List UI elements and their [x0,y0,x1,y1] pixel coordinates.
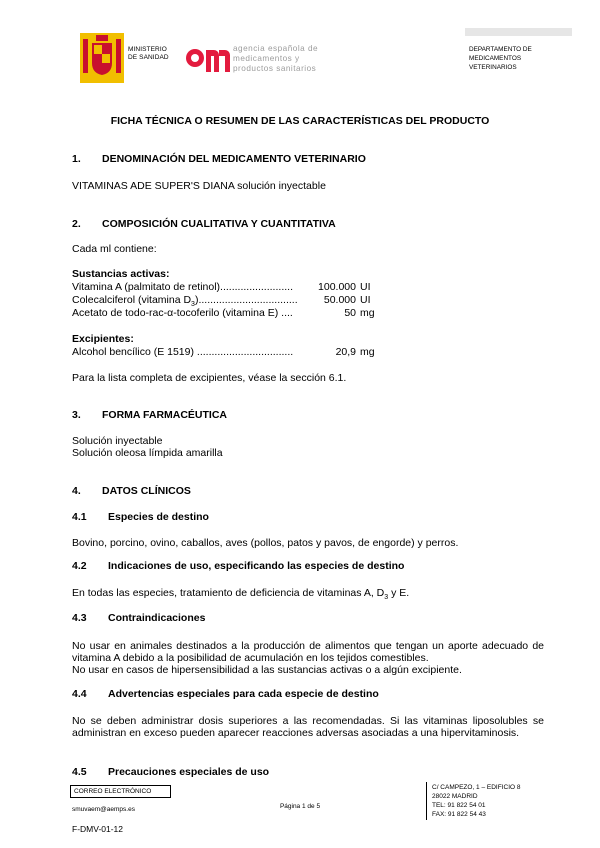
active-row [72,294,382,307]
ingredient-unit: UI [360,294,371,306]
contraindications-text-1: No usar en animales destinados a la producción de alimentos que tengan un aporte adecuado de vitamina A debido a la posibilidad de acumulación en los tejidos comestibles. [72,640,544,665]
section-number: 3. [72,409,81,421]
section-title: Indicaciones de uso, especificando las especies de destino [108,560,405,572]
product-name: VITAMINAS ADE SUPER'S DIANA solución inyectable [72,180,326,192]
ingredient-name: Vitamina A (palmitato de retinol)......................... [72,281,293,293]
ingredient-name: Alcohol bencílico (E 1519) ................................. [72,346,294,358]
active-row [72,281,382,294]
email-label-box: CORREO ELECTRÓNICO [70,785,171,798]
dept-line1: DEPARTAMENTO DE [469,46,532,53]
section-number: 4. [72,485,81,497]
page-number: Página 1 de 5 [279,803,321,810]
section-4-heading [72,485,191,497]
ministry-line1: MINISTERIO [128,46,167,53]
ingredient-amount: 20,9 [335,346,356,358]
section-number: 1. [72,153,81,165]
indications-text-post: y E. [388,587,410,599]
excipients-note: Para la lista completa de excipientes, véase la sección 6.1. [72,372,347,384]
section-number: 2. [72,218,81,230]
ingredient-unit: UI [360,281,371,293]
section-title: DATOS CLÍNICOS [102,485,191,497]
address-block [432,783,521,819]
ingredient-amount: 50 [344,307,356,319]
section-title: FORMA FARMACÉUTICA [102,409,228,421]
city-line: 28022 MADRID [432,793,478,800]
address-line: C/ CAMPEZO, 1 – EDIFICIO 8 [432,784,521,791]
dept-line2: MEDICAMENTOS [469,55,522,62]
ingredient-name [72,294,298,308]
section-title: Advertencias especiales para cada especie de destino [108,688,379,700]
section-title: Precauciones especiales de uso [108,766,270,778]
section-1-heading [72,153,366,165]
agency-line2: medicamentos y [233,54,300,63]
section-number: 4.4 [72,688,87,700]
form-line-1: Solución inyectable [72,435,163,447]
active-substances-title: Sustancias activas: [72,268,170,280]
indications-text-pre: En todas las especies, tratamiento de deficiencia de vitaminas A, D [72,587,385,599]
coat-of-arms-icon [80,33,124,83]
indications-text-sub: 3 [384,594,389,602]
composition-intro: Cada ml contiene: [72,243,157,255]
ministry-name [128,46,169,62]
section-3-heading [72,409,227,421]
contact-email[interactable]: smuvaem@aemps.es [72,806,135,813]
form-code: F-DMV-01-12 [72,824,124,834]
section-number: 4.1 [72,511,87,523]
form-line-2: Solución oleosa límpida amarilla [72,447,223,459]
ingredient-name-sub: 3 [191,301,195,309]
section-number: 4.2 [72,560,87,572]
section-4-2-heading [72,560,404,572]
ingredient-name: Acetato de todo-rac-α-tocoferilo (vitamina E) .... [72,307,293,319]
ingredient-unit: mg [360,346,375,358]
agency-line3: productos sanitarios [233,64,317,73]
dept-line3: VETERINARIOS [469,64,517,71]
section-4-4-heading [72,688,379,700]
section-2-heading [72,218,336,230]
ingredient-name-pre: Colecalciferol (vitamina D [72,294,192,306]
ingredient-name-post: ).................................. [194,294,298,306]
excipient-row [72,346,382,359]
ingredient-amount: 50.000 [323,294,356,306]
document-title: FICHA TÉCNICA O RESUMEN DE LAS CARACTERÍSTICAS DEL PRODUCTO [110,115,490,127]
contraindications-text-2: No usar en casos de hipersensibilidad a las sustancias activas o a algún excipiente. [72,664,462,676]
top-gray-bar [465,28,572,36]
section-title: DENOMINACIÓN DEL MEDICAMENTO VETERINARIO [102,153,366,165]
section-4-3-heading [72,612,205,624]
section-title: Contraindicaciones [108,612,206,624]
section-title: COMPOSICIÓN CUALITATIVA Y CUANTITATIVA [102,218,336,230]
section-4-5-heading [72,766,269,778]
indications-text [72,587,409,604]
excipients-title: Excipientes: [72,333,134,345]
section-title: Especies de destino [108,511,209,523]
ingredient-amount: 100.000 [318,281,356,293]
ministry-line2: DE SANIDAD [128,54,169,61]
section-number: 4.5 [72,766,87,778]
section-4-1-heading [72,511,209,523]
target-species-text: Bovino, porcino, ovino, caballos, aves (pollos, patos y pavos, de engorde) y perros. [72,537,459,549]
agency-line1: agencia española de [233,44,319,53]
section-number: 4.3 [72,612,87,624]
aemps-logo-icon [186,42,230,74]
active-row [72,307,382,320]
warnings-text: No se deben administrar dosis superiores a las recomendadas. Si las vitaminas liposolubles se administran en exceso pueden aparecer reacciones adversas asociadas a una hipervitaminosis. [72,715,544,740]
fax-line: FAX: 91 822 54 43 [432,811,486,818]
footer-divider [426,782,427,820]
phone-line: TEL: 91 822 54 01 [432,802,486,809]
ingredient-unit: mg [360,307,375,319]
agency-name [233,44,318,74]
department-name [469,45,532,72]
